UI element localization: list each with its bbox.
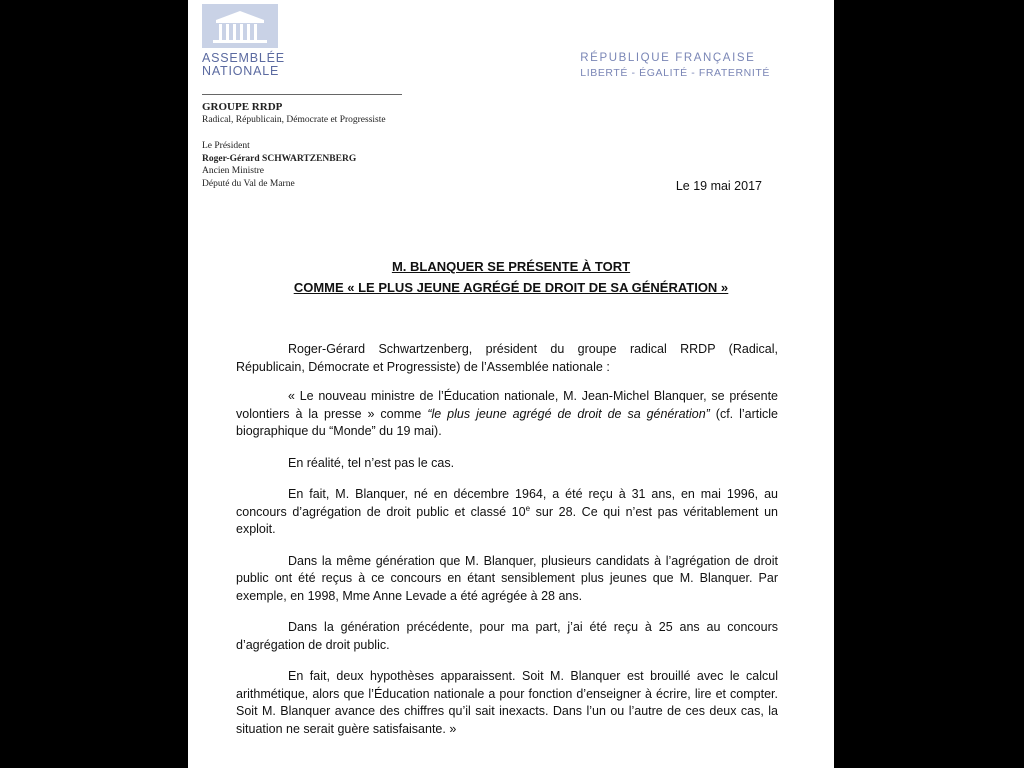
paragraph-1: Roger-Gérard Schwartzenberg, président du groupe radical RRDP (Radical, Républicain, Démocrate et Progressiste) de l’Assemblée nationale :: [236, 342, 778, 374]
group-full-name: Radical, Républicain, Démocrate et Progressiste: [202, 115, 386, 125]
president-role: Le Président: [202, 141, 250, 151]
paragraph-4: [236, 486, 778, 539]
title-line-2: COMME « LE PLUS JEUNE AGRÉGÉ DE DROIT DE SA GÉNÉRATION »: [293, 280, 729, 295]
title-line-1: M. BLANQUER SE PRÉSENTE À TORT: [391, 259, 631, 274]
republic-line-1: RÉPUBLIQUE FRANÇAISE: [580, 52, 756, 64]
president-title-1: Ancien Ministre: [202, 166, 265, 176]
group-block: [202, 101, 386, 125]
press-release-title: [188, 256, 834, 298]
paragraph-2-part-a: « Le nouveau ministre de l’Éducation nationale, M. Jean-Michel Blanquer, se présente volontiers à la presse » comme: [236, 389, 778, 421]
letter-body: [236, 341, 778, 752]
paragraph-3: En réalité, tel n’est pas le cas.: [288, 455, 455, 470]
document-page: [188, 0, 834, 768]
paragraph-4-superscript: e: [525, 503, 531, 513]
assemblee-building-icon: [202, 4, 278, 48]
paragraph-2-part-b: (cf. l’article biographique du “Monde” du 19 mai).: [236, 406, 779, 438]
paragraph-6: Dans la génération précédente, pour ma part, j’ai été reçu à 25 ans au concours d’agrégation de droit public.: [236, 620, 778, 652]
paragraph-2-quote: “le plus jeune agrégé de droit de sa génération”: [427, 406, 710, 421]
president-block: [202, 140, 356, 190]
president-title-2: Député du Val de Marne: [202, 178, 295, 189]
paragraph-7: En fait, deux hypothèses apparaissent. Soit M. Blanquer est brouillé avec le calcul arithmétique, alors que l’Éducation nationale a pour fonction d’enseigner à écrire, lire et compter. Soit M. Blanquer avance des chiffres qu’il sait inexacts. Dans l’un ou l’autre de ces deux cas, la situation ne serait guère satisfaisante. »: [236, 669, 778, 736]
republic-line-2: LIBERTÉ - ÉGALITÉ - FRATERNITÉ: [580, 67, 770, 79]
logo-line-2: NATIONALE: [202, 64, 280, 78]
assemblee-nationale-logo: [202, 4, 285, 78]
paragraph-2: [236, 388, 778, 441]
paragraph-4-part-a: En fait, M. Blanquer, né en décembre 1964, a été reçu à 31 ans, en mai 1996, au concours d’agrégation de droit public et classé 10: [236, 487, 778, 519]
president-name: Roger-Gérard SCHWARTZENBERG: [202, 153, 357, 164]
republic-header: [580, 52, 770, 79]
group-name: GROUPE RRDP: [202, 101, 283, 113]
logo-line-1: ASSEMBLÉE: [202, 51, 285, 65]
paragraph-5: Dans la même génération que M. Blanquer, plusieurs candidats à l’agrégation de droit public ont été reçus à ce concours en étant sensiblement plus jeunes que M. Blanquer. Par exemple, en 1998, Mme Anne Levade a été agrégée à 28 ans.: [236, 553, 778, 603]
paragraph-4-part-b: sur 28. Ce qui n’est pas véritablement un exploit.: [236, 504, 778, 536]
header-divider: [202, 94, 402, 95]
letter-date: Le 19 mai 2017: [675, 179, 762, 193]
